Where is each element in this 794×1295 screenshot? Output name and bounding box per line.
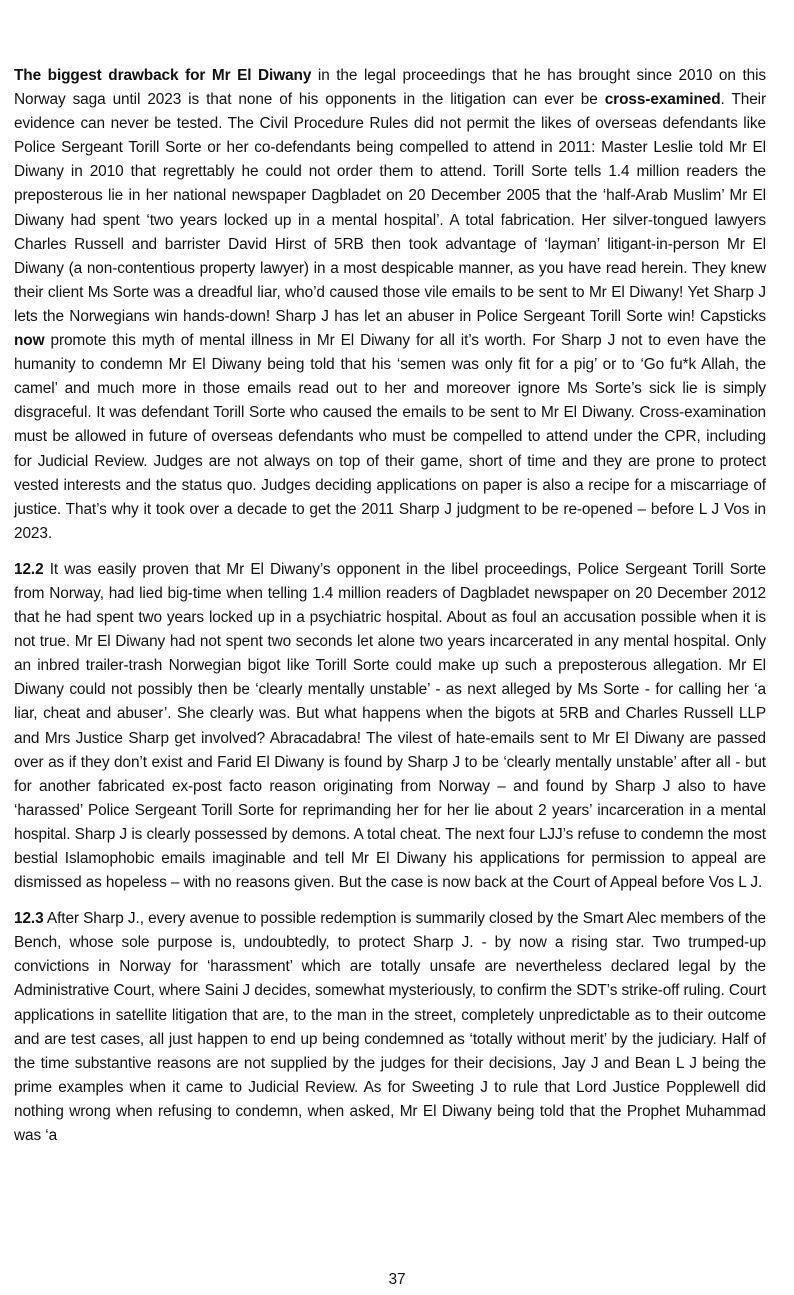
- paragraph-text: . Their evidence can never be tested. The Civil Procedure Rules did not permit the likes of overseas defendants like Police Sergeant Torill Sorte or her co-defendants being compelled to attend in 2011: Master Leslie told Mr El Diwany in 2010 that regrettably he could not order them to attend. Torill Sorte tells 1.4 million readers the preposterous lie in her national newspaper Dagbladet on 20 December 2005 that the ‘half-Arab Muslim’ Mr El Diwany had spent ‘two years locked up in a mental hospital’. A total fabrication. Her silver-tongued lawyers Charles Russell and barrister David Hirst of 5RB then took advantage of ‘layman’ litigant-in-person Mr El Diwany (a non-contentious property lawyer) in a most despicable manner, as you have read herein. They knew their client Ms Sorte was a dreadful liar, who’d caused those vile emails to be sent to Mr El Diwany! Yet Sharp J lets the Norwegians win hands-down! Sharp J has let an abuser in Police Sergeant Torill Sorte win! Capsticks: [14, 91, 766, 325]
- paragraph-text: It was easily proven that Mr El Diwany’s opponent in the libel proceedings, Police Sergeant Torill Sorte from Norway, had lied big-time when telling 1.4 million readers of Dagbladet newspaper on 20 December 2012 that he had spent two years locked up in a psychiatric hospital. About as foul an accusation possible when it is not true. Mr El Diwany had not spent two seconds let alone two years incarcerated in any mental hospital. Only an inbred trailer-trash Norwegian bigot like Torill Sorte could make up such a preposterous allegation. Mr El Diwany could not possibly then be ‘clearly mentally unstable’ - as next alleged by Ms Sorte - for calling her ‘a liar, cheat and abuser’. She clearly was. But what happens when the bigots at 5RB and Charles Russell LLP and Mrs Justice Sharp get involved? Abracadabra! The vilest of hate-emails sent to Mr El Diwany are passed over as if they don’t exist and Farid El Diwany is found by Sharp J to be ‘clearly mentally unstable’ after all - but for another fabricated ex-post facto reason originating from Norway – and found by Sharp J also to have ‘harassed’ Police Sergeant Torill Sorte for reprimanding her for her lie about 2 years’ incarceration in a mental hospital. Sharp J is clearly possessed by demons. A total cheat. The next four LJJ’s refuse to condemn the most bestial Islamophobic emails imaginable and tell Mr El Diwany his applications for permission to appeal are dismissed as hopeless – with no reasons given. But the case is now back at the Court of Appeal before Vos L J.: [14, 560, 766, 892]
- paragraph-lead: The biggest drawback for Mr El Diwany: [14, 67, 312, 84]
- document-body: [14, 64, 766, 1160]
- paragraph-text: After Sharp J., every avenue to possible redemption is summarily closed by the Smart Alec members of the Bench, whose sole purpose is, undoubtedly, to protect Sharp J. - by now a rising star. Two trumped-up convictions in Norway for ‘harassment’ which are totally unsafe are nevertheless declared legal by the Administrative Court, where Saini J decides, somewhat mysteriously, to confirm the SDT’s strike-off ruling. Court applications in satellite litigation that are, to the man in the street, completely unpredictable as to their outcome and are test cases, all just happen to end up being condemned as ‘totally without merit’ by the judiciary. Half of the time substantive reasons are not supplied by the judges for their decisions, Jay J and Bean L J being the prime examples when it came to Judicial Review. As for Sweeting J to rule that Lord Justice Popplewell did nothing wrong when refusing to condemn, when asked, Mr El Diwany being told that the Prophet Muhammad was ‘a: [14, 910, 766, 1145]
- emphasis-text: now: [14, 332, 45, 350]
- paragraph-number: 12.3: [14, 910, 44, 928]
- paragraph-12-2: [14, 558, 766, 895]
- paragraph-text: promote this myth of mental illness in Mr El Diwany for all it’s worth. For Sharp J not to even have the humanity to condemn Mr El Diwany being told that his ‘semen was only fit for a pig’ or to ‘Go fu*k Allah, the camel’ and much more in those emails read out to her and moreover ignore Ms Sorte’s sick lie is simply disgraceful. It was defendant Torill Sorte who caused the emails to be sent to Mr El Diwany. Cross-examination must be allowed in future of overseas defendants who must be compelled to attend under the CPR, including for Judicial Review. Judges are not always on top of their game, short of time and they are prone to protect vested interests and the status quo. Judges deciding applications on paper is also a recipe for a miscarriage of justice. That’s why it took over a decade to get the 2011 Sharp J judgment to be re-opened – before L J Vos in 2023.: [14, 332, 766, 542]
- paragraph-1: [14, 64, 766, 546]
- page-number: 37: [388, 1271, 406, 1288]
- paragraph-number: 12.2: [14, 560, 44, 578]
- emphasis-text: cross-examined: [604, 91, 721, 109]
- paragraph-text: in the legal proceedings that he has brought since 2010 on this Norway saga until 2023 is that none of his opponents in the litigation can ever be: [14, 67, 766, 109]
- paragraph-12-3: [14, 907, 766, 1148]
